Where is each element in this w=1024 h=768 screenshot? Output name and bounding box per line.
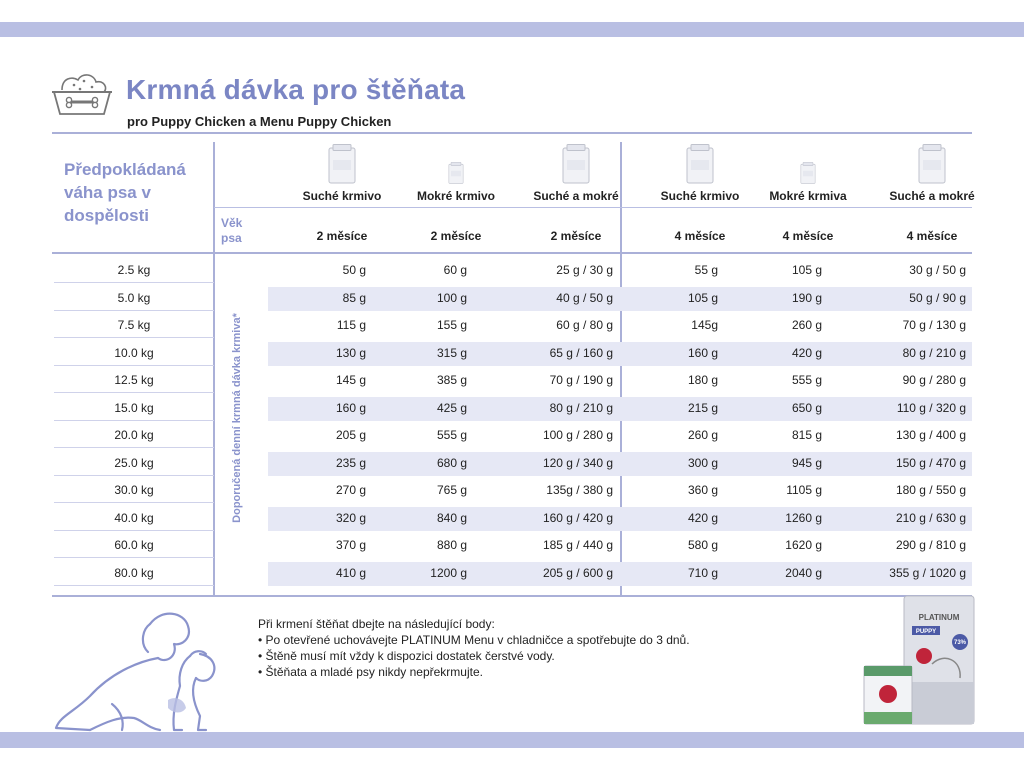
table-cell: 270 g	[335, 483, 366, 497]
table-cell: 1200 g	[430, 565, 467, 580]
notes-intro: Při krmení štěňat dbejte na následující body:	[258, 617, 495, 631]
table-cell: 260 g	[687, 428, 718, 442]
food-bag-icon	[917, 144, 947, 184]
table-cell: 410 g	[335, 565, 366, 580]
weight-cell: 10.0 kg	[54, 341, 214, 366]
table-cell: 300 g	[687, 455, 718, 470]
feeding-notes	[258, 616, 690, 680]
table-cell: 90 g / 280 g	[902, 373, 966, 387]
table-cell: 40 g / 50 g	[556, 290, 613, 305]
table-cell: 235 g	[335, 455, 366, 470]
table-cell: 145g	[691, 318, 718, 332]
weight-cell: 40.0 kg	[54, 506, 214, 531]
table-cell: 150 g / 470 g	[895, 455, 966, 470]
table-cell: 2040 g	[785, 565, 822, 580]
table-cell: 155 g	[436, 318, 467, 332]
table-cell: 1105 g	[786, 483, 822, 497]
note-item: • Štěňata a mladé psy nikdy nepřekrmujte.	[258, 665, 483, 679]
table-cell: 1260 g	[785, 510, 822, 525]
weight-cell: 7.5 kg	[54, 313, 214, 338]
column-age: 4 měsíce	[674, 229, 726, 243]
table-cell: 160 g	[335, 400, 366, 415]
dogs-illustration	[50, 604, 222, 736]
food-bag-icon	[561, 144, 591, 184]
table-cell: 130 g / 400 g	[895, 428, 966, 442]
table-cell: 60 g / 80 g	[556, 318, 613, 332]
table-cell: 880 g	[436, 538, 467, 552]
table-cell: 425 g	[436, 400, 467, 415]
table-cell: 215 g	[687, 400, 718, 415]
table-cell: 360 g	[687, 483, 718, 497]
table-cell: 420 g	[791, 345, 822, 360]
product-badge: 73%	[953, 640, 967, 646]
table-cell: 385 g	[436, 373, 467, 387]
table-cell: 160 g	[687, 345, 718, 360]
weight-cell: 80.0 kg	[54, 561, 214, 586]
table-cell: 555 g	[791, 373, 822, 387]
table-cell: 580 g	[687, 538, 718, 552]
table-cell: 145 g	[335, 373, 366, 387]
column-header: Mokré krmivo	[416, 189, 496, 203]
table-cell: 945 g	[791, 455, 822, 470]
column-age: 4 měsíce	[906, 229, 958, 243]
top-band	[0, 22, 1024, 37]
food-bag-icon	[447, 162, 465, 184]
table-cell: 840 g	[436, 510, 467, 525]
column-header: Suché a mokré	[889, 189, 975, 203]
table-cell: 1620 g	[785, 538, 822, 552]
page-subtitle: pro Puppy Chicken a Menu Puppy Chicken	[127, 114, 392, 129]
table-cell: 650 g	[791, 400, 822, 415]
table-cell: 370 g	[335, 538, 366, 552]
weight-cell: 30.0 kg	[54, 478, 214, 503]
weight-cell: 15.0 kg	[54, 396, 214, 421]
table-cell: 160 g / 420 g	[542, 510, 613, 525]
weight-cell: 20.0 kg	[54, 423, 214, 448]
header-divider	[214, 207, 972, 208]
table-cell: 190 g	[791, 290, 822, 305]
table-cell: 65 g / 160 g	[549, 345, 613, 360]
weight-cell: 12.5 kg	[54, 368, 214, 393]
table-cell: 355 g / 1020 g	[889, 565, 966, 580]
product-packshot	[860, 594, 978, 730]
bottom-band	[0, 732, 1024, 748]
note-item: • Štěně musí mít vždy k dispozici dostatek čerstvé vody.	[258, 649, 555, 663]
table-cell: 260 g	[791, 318, 822, 332]
table-cell: 205 g / 600 g	[542, 565, 613, 580]
table-cell: 320 g	[335, 510, 366, 525]
table-cell: 50 g	[342, 263, 366, 277]
product-line: PUPPY	[915, 629, 937, 635]
table-cell: 185 g / 440 g	[542, 538, 613, 552]
table-cell: 70 g / 130 g	[902, 318, 966, 332]
table-cell: 290 g / 810 g	[895, 538, 966, 552]
table-cell: 55 g	[694, 263, 718, 277]
column-header: Mokré krmiva	[769, 189, 847, 203]
table-cell: 555 g	[436, 428, 467, 442]
product-brand: PLATINUM	[918, 613, 960, 622]
column-header: Suché a mokré	[533, 189, 619, 203]
table-cell: 50 g / 90 g	[909, 290, 966, 305]
table-cell: 315 g	[436, 345, 467, 360]
table-cell: 130 g	[335, 345, 366, 360]
table-cell: 815 g	[791, 428, 822, 442]
column-age: 2 měsíce	[316, 229, 368, 243]
table-cell: 105 g	[687, 290, 718, 305]
table-cell: 110 g / 320 g	[896, 400, 966, 415]
table-cell: 60 g	[443, 263, 467, 277]
table-cell: 85 g	[342, 290, 366, 305]
food-bag-icon	[327, 144, 357, 184]
table-cell: 80 g / 210 g	[549, 400, 613, 415]
weight-cell: 60.0 kg	[54, 533, 214, 558]
table-cell: 115 g	[336, 318, 366, 332]
table-cell: 70 g / 190 g	[549, 373, 613, 387]
weight-cell: 2.5 kg	[54, 258, 214, 283]
table-cell: 120 g / 340 g	[542, 455, 613, 470]
food-bowl-icon	[50, 68, 114, 120]
weight-cell: 25.0 kg	[54, 451, 214, 476]
table-cell: 210 g / 630 g	[895, 510, 966, 525]
page-title: Krmná dávka pro štěňata	[126, 74, 466, 105]
table-header-rule	[52, 252, 972, 254]
age-label: Věk psa	[221, 216, 243, 245]
table-cell: 205 g	[335, 428, 366, 442]
table-cell: 135g / 380 g	[546, 483, 613, 497]
table-cell: 710 g	[687, 565, 718, 580]
table-cell: 420 g	[687, 510, 718, 525]
weight-cell: 5.0 kg	[54, 286, 214, 311]
table-cell: 25 g / 30 g	[556, 263, 613, 277]
table-cell: 80 g / 210 g	[902, 345, 966, 360]
table-cell: 105 g	[791, 263, 822, 277]
table-cell: 30 g / 50 g	[909, 263, 966, 277]
table-cell: 100 g	[436, 290, 467, 305]
note-item: • Po otevřené uchovávejte PLATINUM Menu v chladničce a spotřebujte do 3 dnů.	[258, 633, 690, 647]
weight-column-header: Předpokládaná váha psa v dospělosti	[64, 160, 186, 225]
table-cell: 180 g	[687, 373, 718, 387]
column-header: Suché krmivo	[302, 189, 382, 203]
table-cell: 180 g / 550 g	[895, 483, 966, 497]
column-age: 4 měsíce	[782, 229, 834, 243]
title-divider	[52, 132, 972, 134]
bottom-divider	[52, 595, 972, 597]
table-cell: 765 g	[436, 483, 467, 497]
table-cell: 100 g / 280 g	[542, 428, 613, 442]
table-cell: 680 g	[436, 455, 467, 470]
column-header: Suché krmivo	[660, 189, 740, 203]
column-age: 2 měsíce	[430, 229, 482, 243]
food-bag-icon	[799, 162, 817, 184]
food-bag-icon	[685, 144, 715, 184]
column-age: 2 měsíce	[550, 229, 602, 243]
